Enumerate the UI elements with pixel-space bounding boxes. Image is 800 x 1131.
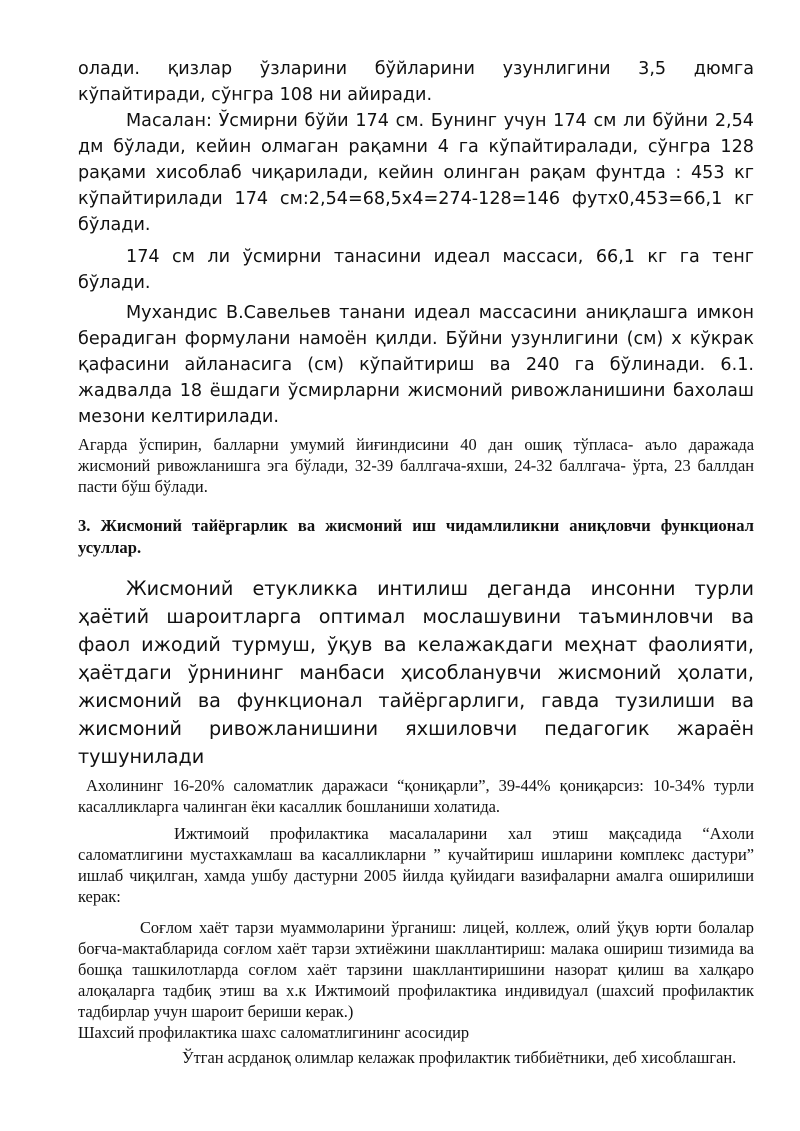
- paragraph-scientists: Ўтган асрданоқ олимлар келажак профилактик тиббиётники, деб хисоблашган.: [182, 1048, 737, 1067]
- paragraph-healthy-lifestyle: Соғлом хаёт тарзи муаммоларини ўрганиш: лицей, коллеж, олий ўқув юрти болалар боғча-мактабларида соғлом хаёт тарзи эхтиёжини шакллантириш: малака ошириш тизимида ва бошқа ташкилотларда соғлом хаёт тарзини шакллантиришини назорат қилиш ва халқаро алоқаларга тадбиқ этиш ва х.к Ижтимоий профилактика индивидуал (шахсий профилактик тадбирлар учун шароит бериши керак.): [78, 918, 754, 1021]
- paragraph-example: Масалан: Ўсмирни бўйи 174 см. Бунинг учун 174 см ли бўйни 2,54 дм бўлади, кейин олмаган рақамни 4 га кўпайтиралади, сўнгра 128 рақами хисоблаб чиқарилади, кейин олинган рақам фунтда : 453 кг кўпайтирилади 174 см:2,54=68,5х4=274-128=146 футх0,453=66,1 кг бўлади.: [78, 111, 754, 235]
- paragraph-intro: олади. қизлар ўзларини бўйларини узунлигини 3,5 дюмга кўпайтиради, сўнгра 108 ни айиради.: [78, 59, 754, 105]
- section-heading: 3. Жисмоний тайёргарлик ва жисмоний иш чидамлиликни аниқловчи функционал усуллар.: [78, 516, 754, 557]
- document-page: [78, 56, 754, 1068]
- paragraph-ideal-mass: 174 см ли ўсмирни танасини идеал массаси, 66,1 кг га тенг бўлади.: [78, 247, 754, 293]
- paragraph-personal-prophylaxis: Шахсий профилактика шахс саломатлигининг асосидир: [78, 1023, 470, 1042]
- paragraph-physical-maturity: Жисмоний етукликка интилиш деганда инсонни турли ҳаётий шароитларга оптимал мослашувини таъминловчи ва фаол ижодий турмуш, ўқув ва келажакдаги меҳнат фаолияти, ҳаётдаги ўрнининг манбаси ҳисобланувчи жисмоний ҳолати, жисмоний ва функционал тайёргарлиги, гавда тузилиши ва жисмоний ривожланишини яхшиловчи педагогик жараён тушунилади: [78, 577, 754, 768]
- paragraph-savelyev: Мухандис В.Савельев танани идеал массасини аниқлашга имкон берадиган формулани намоён қилди. Бўйни узунлигини (см) х кўкрак қафасини айланасига (см) кўпайтириш ва 240 га бўлинади. 6.1. жадвалда 18 ёшдаги ўсмирларни жисмоний ривожланишини бахолаш мезони келтирилади.: [78, 303, 754, 427]
- paragraph-population-health: Ахолининг 16-20% саломатлик даражаси “қониқарли”, 39-44% қониқарсиз: 10-34% турли касалликларга чалинган ёки касаллик бошланиши холатида.: [78, 776, 754, 816]
- paragraph-scoring: Агарда ўспирин, балларни умумий йиғиндисини 40 дан ошиқ тўпласа- аъло даражада жисмоний ривожланишга эга бўлади, 32-39 баллгача-яхши, 24-32 баллгача- ўрта, 23 баллдан пасти бўш бўлади.: [78, 435, 754, 496]
- paragraph-social-prophylaxis: Ижтимоий профилактика масалаларини хал этиш мақсадида “Ахоли саломатлигини мустахкамлаш ва касалликларни ” кучайтириш ишларини комплекс дастури” ишлаб чиқилган, хамда ушбу дастурни 2005 йилда қуйидаги вазифаларни амалга оширилиши керак:: [78, 824, 754, 906]
